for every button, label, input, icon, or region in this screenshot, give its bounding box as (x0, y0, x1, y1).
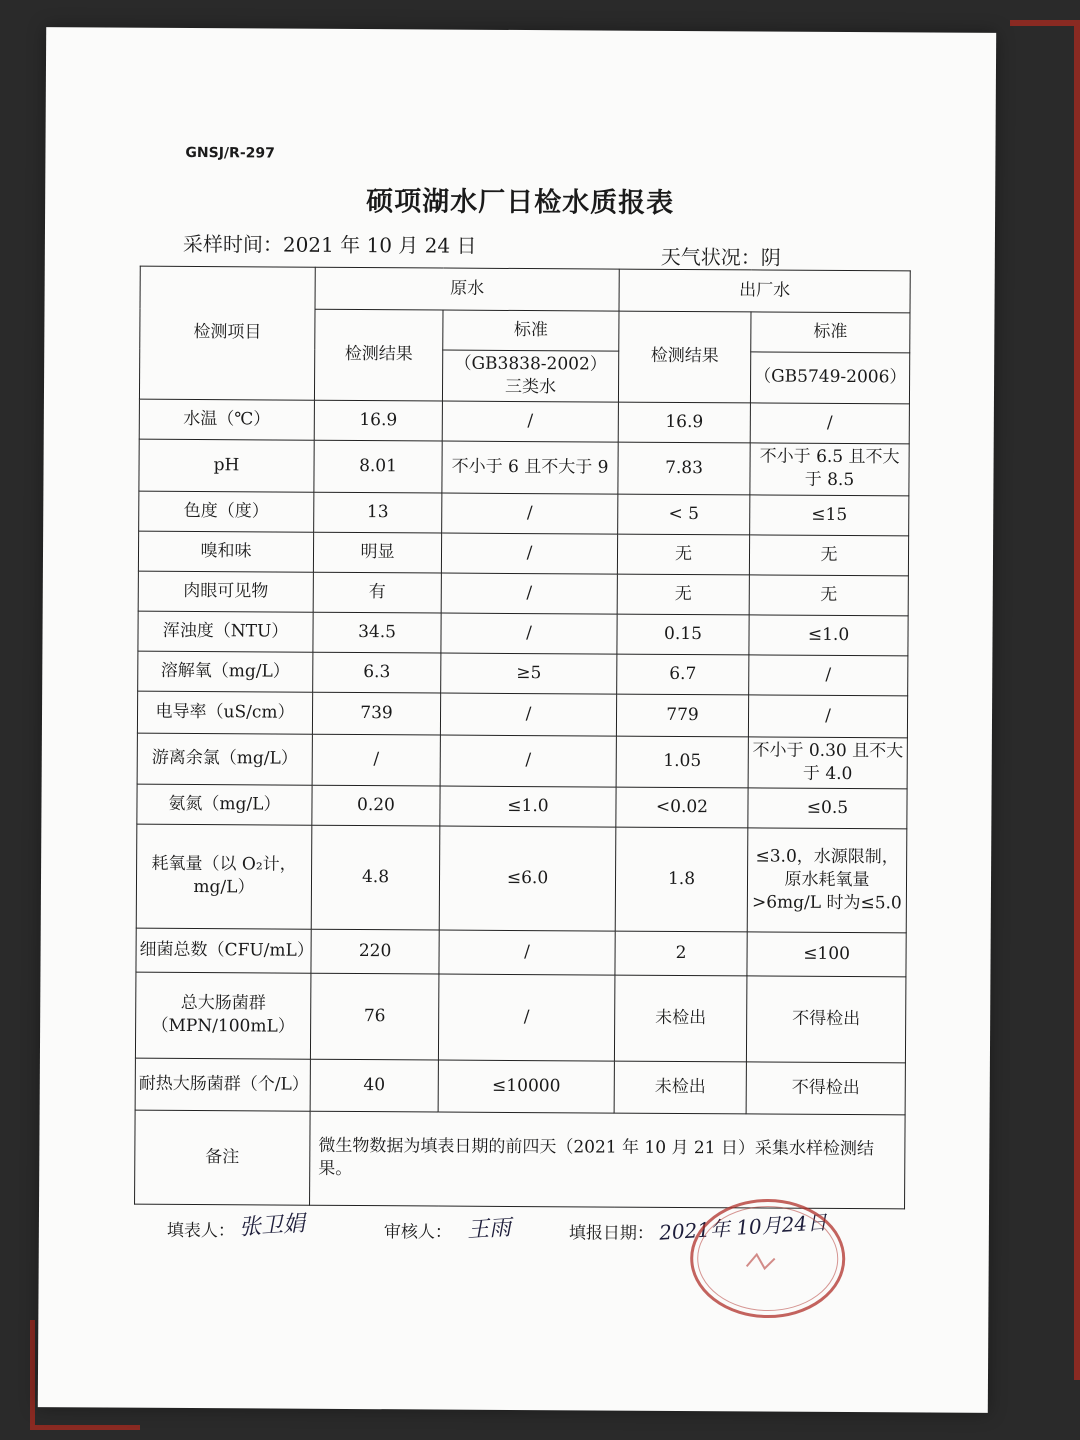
cell-raw-result: 76 (310, 973, 439, 1060)
table-row (139, 491, 909, 536)
cell-out-standard: 不小于 6.5 且不大于 8.5 (750, 443, 909, 496)
reviewer-label: 审核人： (383, 1222, 452, 1243)
cell-raw-standard: / (439, 930, 615, 975)
table-row (138, 611, 908, 656)
cell-raw-result: 13 (314, 492, 442, 533)
report-sheet (38, 27, 996, 1413)
cell-out-result: 7.83 (618, 442, 750, 495)
header-raw-result: 检测结果 (314, 309, 443, 401)
sample-time: 采样时间：2021 年 10 月 24 日 (182, 231, 477, 258)
cell-out-result: <0.02 (616, 787, 748, 828)
cell-item: 耗氧量（以 O₂计，mg/L） (136, 824, 312, 929)
header-out-result: 检测结果 (618, 311, 751, 403)
cell-raw-standard: ≤1.0 (440, 786, 616, 827)
cell-raw-result: / (312, 734, 440, 786)
cell-out-standard: / (748, 695, 907, 738)
table-row (138, 571, 908, 616)
official-seal (686, 1196, 849, 1321)
cell-out-standard: ≤3.0，水源限制，原水耗氧量>6mg/L 时为≤5.0 (747, 828, 907, 933)
table-row (135, 1058, 905, 1115)
cell-out-result: 2 (615, 931, 747, 976)
cell-raw-result: 6.3 (313, 652, 441, 693)
cell-item: pH (139, 439, 314, 492)
note-row (135, 1110, 906, 1209)
cell-raw-standard: / (442, 493, 618, 534)
cell-raw-result: 明显 (313, 532, 441, 573)
note-text: 微生物数据为填表日期的前四天（2021 年 10 月 21 日）采集水样检测结果。 (310, 1111, 906, 1209)
cell-raw-result: 有 (313, 572, 441, 613)
cell-out-standard: 无 (749, 535, 908, 576)
table-row (137, 733, 907, 789)
table-row (138, 531, 908, 576)
header-item: 检测项目 (139, 266, 315, 400)
cell-out-standard: 不小于 0.30 且不大于 4.0 (748, 737, 907, 789)
cell-raw-result: 0.20 (312, 785, 440, 826)
cell-raw-result: 16.9 (314, 400, 442, 441)
weather-status: 天气状况：阴 (660, 244, 781, 270)
document-code: GNSJ/R-297 (185, 144, 275, 162)
cell-raw-result: 220 (311, 929, 439, 974)
header-raw-standard-code (442, 350, 618, 402)
cell-item: 肉眼可见物 (138, 571, 313, 612)
cell-out-result: 未检出 (614, 975, 747, 1062)
raw-standard-code: （GB3838-2002） (454, 353, 607, 375)
cell-out-result: 6.7 (617, 654, 749, 695)
filler-label: 填表人： (166, 1220, 235, 1242)
table-row (136, 928, 906, 977)
cell-out-result: 无 (617, 534, 749, 575)
cell-raw-result: 40 (310, 1059, 438, 1112)
cell-raw-result: 4.8 (311, 825, 440, 930)
cell-out-standard: ≤1.0 (749, 615, 908, 656)
reviewer-signature: 王雨 (466, 1215, 512, 1244)
table-row (137, 784, 907, 829)
cell-raw-result: 739 (312, 692, 440, 735)
header-out-standard-code: （GB5749-2006） (750, 352, 909, 404)
cell-raw-standard: / (440, 735, 616, 787)
cell-item: 耐热大肠菌群（个/L） (135, 1058, 310, 1111)
cell-out-standard: 无 (749, 575, 908, 616)
cell-out-standard: ≤0.5 (748, 788, 907, 829)
header-outlet-water: 出厂水 (619, 269, 910, 313)
cell-raw-standard: / (441, 533, 617, 574)
cell-raw-standard: ≤6.0 (439, 826, 616, 931)
cell-item: 浑浊度（NTU） (138, 611, 313, 652)
cell-out-standard: ≤100 (747, 932, 906, 977)
header-raw-water: 原水 (315, 267, 619, 311)
table-row (136, 824, 907, 933)
cell-out-standard: 不得检出 (746, 976, 906, 1063)
cell-out-standard: / (750, 403, 909, 444)
cell-out-result: 1.8 (615, 827, 748, 932)
cell-item: 游离余氯（mg/L） (137, 733, 312, 785)
filler-signature: 张卫娟 (238, 1211, 306, 1241)
cell-raw-standard: 不小于 6 且不大于 9 (442, 441, 618, 494)
water-quality-table (134, 266, 911, 1209)
table-row (135, 972, 906, 1063)
cell-item: 色度（度） (139, 491, 314, 532)
cell-item: 嗅和味 (138, 531, 313, 572)
cell-item: 溶解氧（mg/L） (138, 651, 313, 692)
table-row (139, 399, 909, 444)
cell-raw-standard: ≤10000 (438, 1060, 614, 1113)
cell-item: 氨氮（mg/L） (137, 784, 312, 825)
table-row (138, 651, 908, 696)
cell-out-standard: 不得检出 (746, 1062, 905, 1115)
cell-raw-result: 8.01 (314, 440, 442, 493)
cell-out-result: 未检出 (614, 1061, 746, 1114)
cell-raw-standard: / (442, 401, 618, 442)
cell-item: 总大肠菌群（MPN/100mL） (135, 972, 311, 1059)
raw-standard-class: 三类水 (504, 376, 557, 398)
cell-item: 电导率（uS/cm） (137, 691, 312, 734)
cell-out-result: < 5 (618, 494, 750, 535)
cell-out-result: 0.15 (617, 614, 749, 655)
header-out-standard: 标准 (751, 312, 910, 353)
cell-out-result: 779 (616, 694, 748, 737)
cell-out-result: 无 (617, 574, 749, 615)
fill-date-label: 填报日期： (568, 1223, 654, 1244)
cell-out-standard: ≤15 (750, 495, 909, 536)
table-row (139, 439, 909, 496)
cell-item: 细菌总数（CFU/mL） (136, 928, 311, 973)
cell-raw-standard: / (440, 693, 616, 736)
background-frame (1010, 20, 1080, 1380)
table-row (137, 691, 907, 738)
cell-raw-standard: / (441, 613, 617, 654)
header-raw-standard: 标准 (443, 310, 619, 351)
cell-out-result: 16.9 (618, 402, 750, 443)
cell-out-standard: / (749, 655, 908, 696)
cell-out-result: 1.05 (616, 736, 748, 788)
note-label: 备注 (135, 1110, 311, 1205)
cell-raw-standard: ≥5 (441, 653, 617, 694)
fill-date-value: 2021年 10月24日 (658, 1210, 828, 1245)
cell-raw-result: 34.5 (313, 612, 441, 653)
cell-raw-standard: / (438, 974, 615, 1061)
page-title: 硕项湖水厂日检水质报表 (366, 186, 675, 219)
cell-raw-standard: / (441, 573, 617, 614)
cell-item: 水温（℃） (139, 399, 314, 440)
